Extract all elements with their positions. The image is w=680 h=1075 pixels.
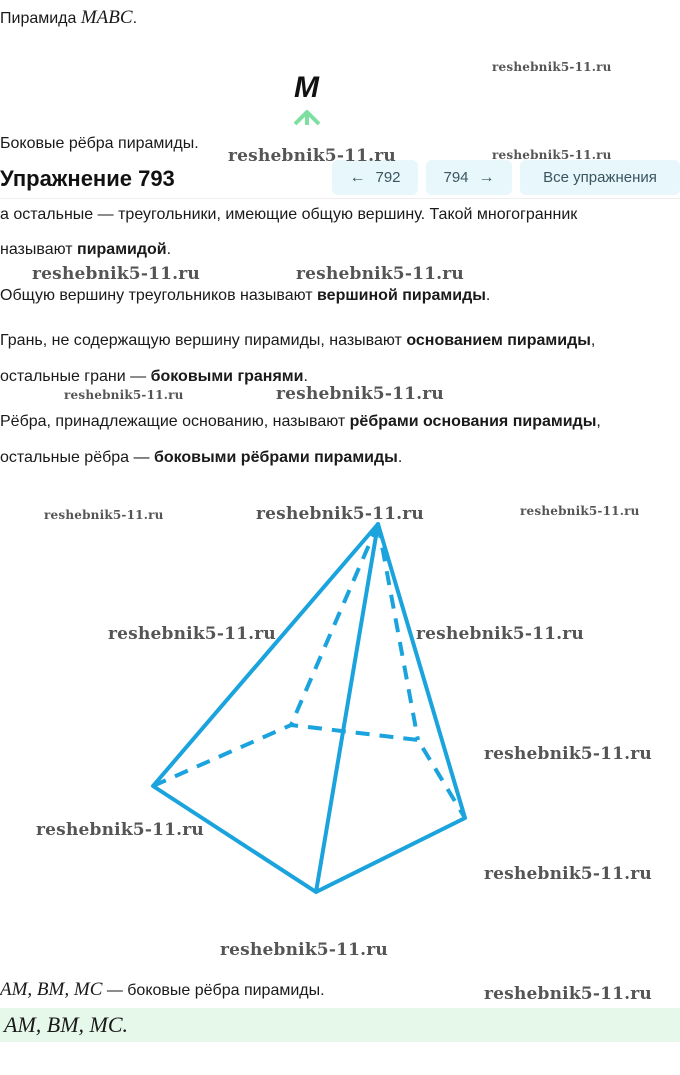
text-span: Рёбра, принадлежащие основанию, называют (0, 413, 350, 430)
watermark: reshebnik5-11.ru (520, 504, 640, 518)
watermark: reshebnik5-11.ru (220, 940, 388, 960)
watermark: reshebnik5-11.ru (36, 820, 204, 840)
watermark: reshebnik5-11.ru (484, 864, 652, 884)
vertex-m-label: M (294, 71, 319, 104)
term-lateral-faces: боковыми гранями (150, 368, 304, 385)
watermark: reshebnik5-11.ru (64, 388, 184, 402)
answer-math: AM, BM, MC (0, 979, 103, 1000)
watermark: reshebnik5-11.ru (416, 624, 584, 644)
watermark: reshebnik5-11.ru (44, 508, 164, 522)
term-base: основанием пирамиды (406, 332, 591, 349)
text-span: . (166, 241, 172, 258)
watermark: reshebnik5-11.ru (228, 146, 396, 166)
text-span: называют (0, 241, 78, 258)
text-span: , (596, 413, 601, 430)
term-lateral-edges: боковыми рёбрами пирамиды (153, 449, 398, 466)
text-span: Грань, не содержащую вершину пирамиды, называют (0, 332, 407, 349)
term-pyramid: пирамидой (77, 241, 167, 258)
text-span: остальные рёбра — (0, 449, 154, 466)
arrow-left-icon: ← (349, 168, 366, 186)
arrow-right-icon: → (478, 168, 495, 186)
next-exercise-label: 794 (443, 169, 469, 186)
text-span: . (485, 287, 491, 304)
watermark: reshebnik5-11.ru (32, 264, 200, 284)
intro-suffix: . (132, 10, 138, 27)
text-span: Общую вершину треугольников называют (0, 287, 318, 304)
watermark: reshebnik5-11.ru (108, 624, 276, 644)
text-span: , (590, 332, 596, 349)
watermark: reshebnik5-11.ru (492, 60, 612, 74)
intro-prefix: Пирамида (0, 10, 81, 27)
cut-text-line: Боковые рёбра пирамиды. (0, 135, 199, 152)
page-title: Упражнение 793 (0, 166, 175, 191)
paragraph-1-line-1: а остальные — треугольники, имеющие общую вершину. Такой многогранник (0, 206, 578, 223)
all-exercises-label: Все упражнения (543, 169, 657, 186)
watermark: reshebnik5-11.ru (296, 264, 464, 284)
answer-highlight-text: AM, BM, MC. (4, 1012, 129, 1037)
intro-math: MABC (80, 7, 133, 28)
text-span: . (397, 449, 403, 466)
answer-text: — боковые рёбра пирамиды. (102, 982, 325, 999)
pyramid-hidden-edges (153, 524, 465, 818)
watermark: reshebnik5-11.ru (492, 148, 612, 162)
term-base-edges: рёбрами основания пирамиды (349, 413, 597, 430)
watermark: reshebnik5-11.ru (484, 984, 652, 1004)
text-span: . (303, 368, 308, 385)
answer-line (0, 980, 325, 1001)
term-apex: вершиной пирамиды (317, 287, 486, 304)
prev-exercise-label: 792 (375, 169, 401, 186)
text-span: остальные грани — (0, 368, 151, 385)
watermark: reshebnik5-11.ru (256, 504, 424, 524)
watermark: reshebnik5-11.ru (276, 384, 444, 404)
watermark: reshebnik5-11.ru (484, 744, 652, 764)
